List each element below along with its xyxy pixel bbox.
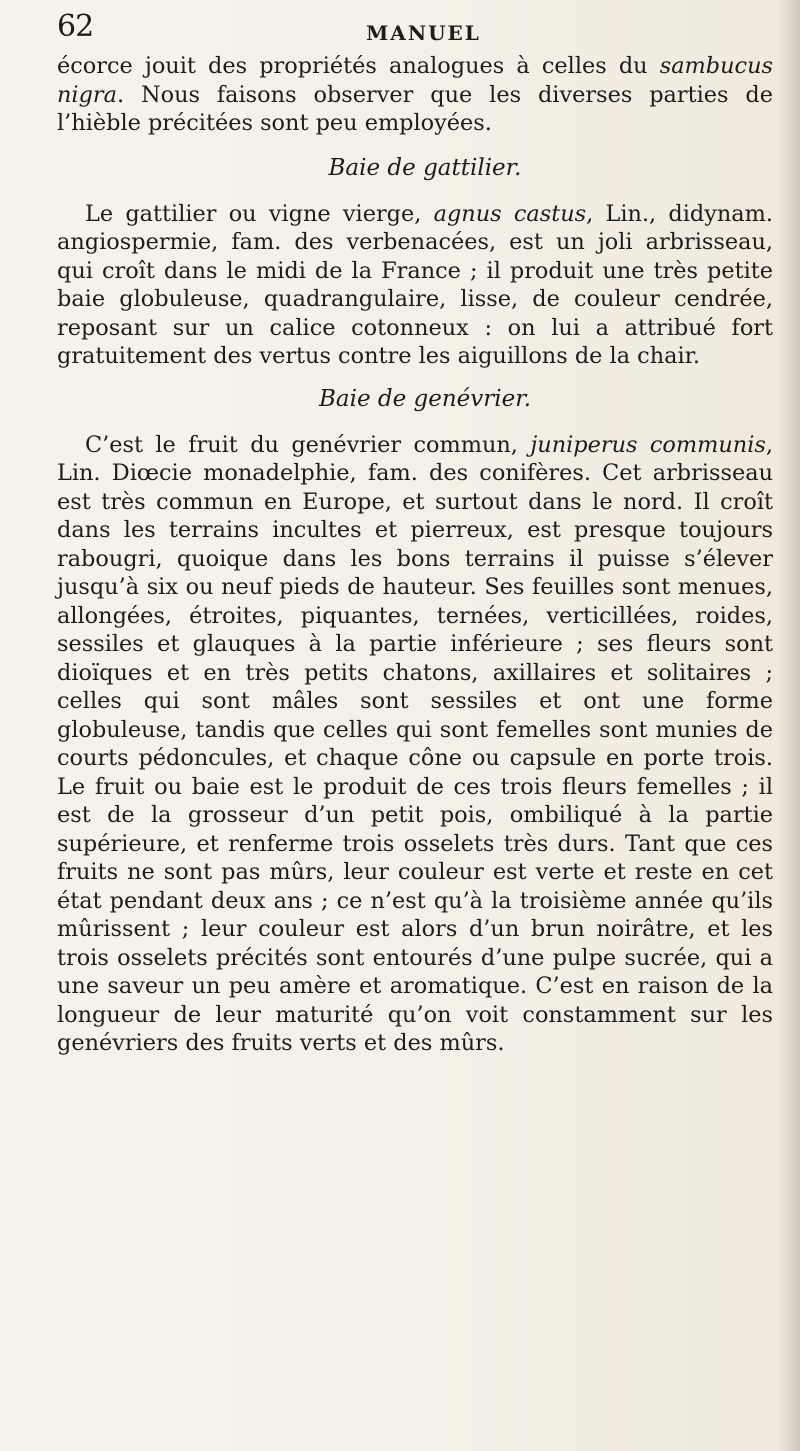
- latin-name-sambucus-nigra: sambucus nigra: [57, 53, 773, 108]
- running-title: MANUEL: [366, 21, 481, 45]
- running-head: [57, 9, 760, 50]
- paragraph-gattilier: [57, 200, 773, 371]
- text-run: . Nous faisons observer que les diverses parties de l’hièble précitées sont peu employées.: [57, 81, 773, 136]
- text-run: , Lin. Diœcie monadelphie, fam. des conifères. Cet arbrisseau est très commun en Europe, et surtout dans le nord. Il croît dans les terrains incultes et pierreux, est presque toujours rabougri, quoique dans les bons terrains il puisse s’élever jusqu’à six ou neuf pieds de hauteur. Ses feuilles sont menues, allongées, étroites, piquantes, ternées, verticillées, roides, sessiles et glauques à la partie inférieure ; ses fleurs sont dioïques et en très petits chatons, axillaires et solitaires ; celles qui sont mâles sont sessiles et ont une forme globuleuse, tandis que celles qui sont femelles sont munies de courts pédoncules, et chaque cône ou capsule en porte trois. Le fruit ou baie est le produit de ces trois fleurs femelles ; il est de la grosseur d’un petit pois, ombiliqué à la partie supérieure, et renferme trois osselets très durs. Tant que ces fruits ne sont pas mûrs, leur couleur est verte et reste en cet état pendant deux ans ; ce n’est qu’à la troisième année qu’ils mûrissent ; leur couleur est alors d’un brun noirâtre, et les trois osselets précités sont entourés d’une pulpe sucrée, qui a une saveur un peu amère et aromatique. C’est en raison de la longueur de leur maturité qu’on voit constamment sur les genévriers des fruits verts et des mûrs.: [57, 431, 773, 1056]
- section-heading-genevrier: Baie de genévrier.: [318, 385, 532, 412]
- page-edge-shadow: [778, 0, 800, 1451]
- section-heading-gattilier: Baie de gattilier.: [328, 154, 522, 181]
- paragraph-sambucus-continuation: [57, 52, 773, 138]
- text-run: écorce jouit des propriétés analogues à celles du: [57, 53, 660, 79]
- text-run: C’est le fruit du genévrier commun,: [85, 431, 531, 458]
- latin-name-juniperus-communis: juniperus communis: [530, 431, 766, 458]
- text-run: Le gattilier ou vigne vierge,: [85, 200, 434, 227]
- text-run: , Lin., didynam. angiospermie, fam. des verbenacées, est un joli arbrisseau, qui croît dans le midi de la France ; il produit une très petite baie globuleuse, quadrangulaire, lisse, de couleur cendrée, reposant sur un calice cotonneux : on lui a attribué fort gratuitement des vertus contre les aiguillons de la chair.: [57, 200, 774, 369]
- latin-name-agnus-castus: agnus castus: [433, 200, 587, 227]
- page-number: 62: [57, 9, 94, 44]
- paragraph-genevrier: [57, 431, 773, 1058]
- page-body: [57, 52, 773, 1058]
